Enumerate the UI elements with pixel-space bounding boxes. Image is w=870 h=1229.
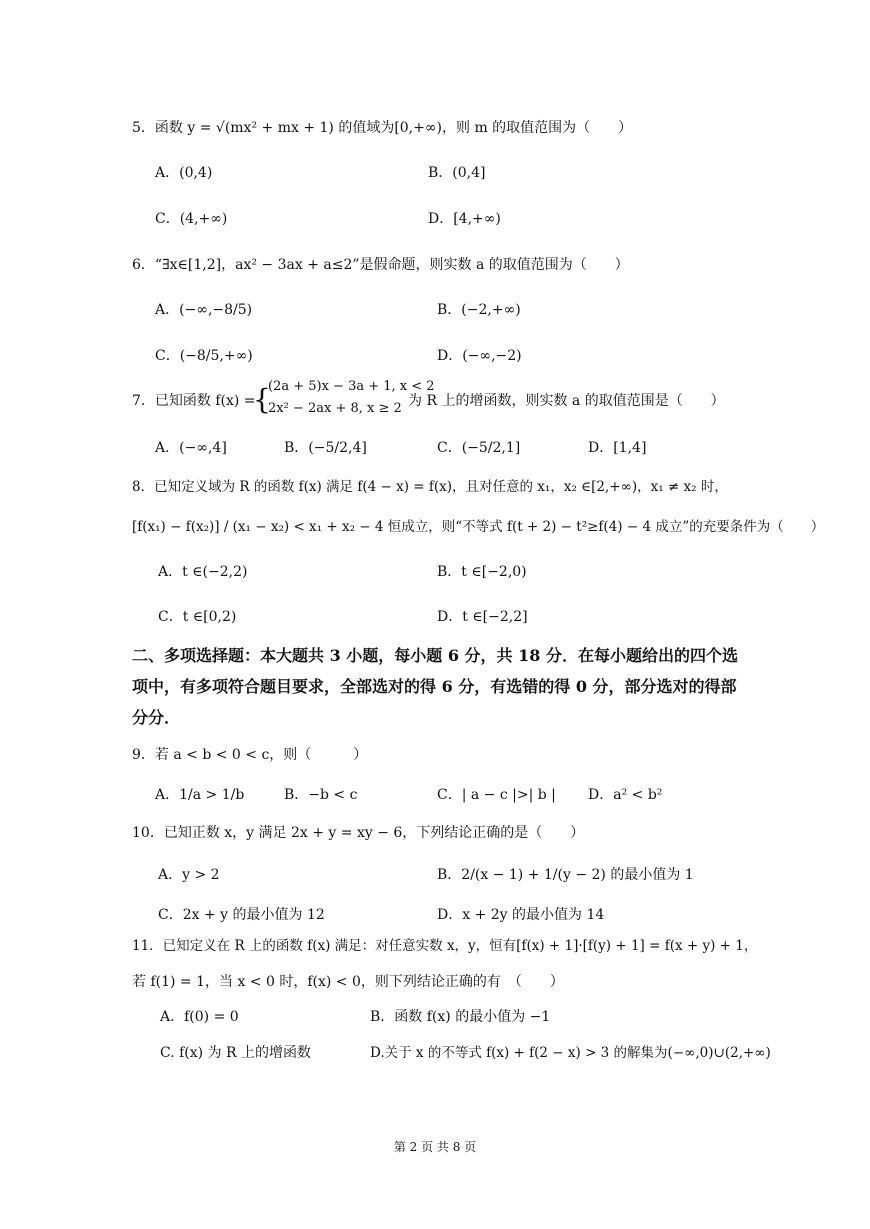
q5-stem: 5．函数 y = √(mx² + mx + 1) 的值域为[0,+∞)，则 m 的取值范围为（ ） — [132, 120, 633, 136]
q7-option-d: D．[1,4] — [588, 440, 647, 456]
q8-stem-line1: 8．已知定义域为 R 的函数 f(x) 满足 f(4 − x) = f(x)，且对任意的 x₁，x₂ ∈[2,+∞)，x₁ ≠ x₂ 时， — [132, 479, 728, 495]
section-2-heading-line3: 分分． — [132, 708, 181, 727]
q11-option-a: A．f(0) = 0 — [160, 1009, 239, 1025]
page-number: 第 2 页 共 8 页 — [393, 1140, 477, 1154]
q8-stem-line2: [f(x₁) − f(x₂)] / (x₁ − x₂) < x₁ + x₂ − 4 恒成立，则“不等式 f(t + 2) − t²≥f(4) − 4 成立”的充要条件为（ ） — [132, 519, 825, 535]
q9-stem: 9．若 a < b < 0 < c，则（ ） — [132, 747, 368, 763]
q7-stem-prefix: 7．已知函数 f(x) = — [132, 393, 256, 409]
section-2-heading-line1: 二、多项选择题：本大题共 3 小题，每小题 6 分，共 18 分．在每小题给出的四个选 — [132, 646, 738, 665]
q11-stem-line2: 若 f(1) = 1，当 x < 0 时，f(x) < 0，则下列结论正确的有 （ ） — [132, 974, 564, 990]
q9-option-c: C．| a − c |>| b | — [437, 787, 556, 803]
q8-option-a: A．t ∈(−2,2) — [158, 564, 248, 580]
q8-option-c: C．t ∈[0,2) — [158, 609, 237, 625]
q7-case-1: (2a + 5)x − 3a + 1, x < 2 — [268, 379, 435, 394]
q9-option-a: A．1/a > 1/b — [155, 787, 245, 803]
q9-option-d: D．a² < b² — [588, 787, 663, 803]
q6-option-c: C．(−8/5,+∞) — [155, 348, 253, 364]
q7-option-b: B．(−5/2,4] — [284, 440, 367, 456]
q5-option-a: A．(0,4) — [155, 165, 213, 181]
q8-option-b: B．t ∈[−2,0) — [437, 564, 527, 580]
q7-stem-suffix: 为 R 上的增函数，则实数 a 的取值范围是（ ） — [408, 393, 725, 409]
q10-option-d: D．x + 2y 的最小值为 14 — [437, 907, 605, 923]
q11-option-c: C. f(x) 为 R 上的增函数 — [160, 1045, 312, 1061]
q6-stem: 6．“∃x∈[1,2]，ax² − 3ax + a≤2”是假命题，则实数 a 的取值范围为（ ） — [132, 257, 629, 273]
q7-brace: { — [253, 383, 271, 416]
q10-option-a: A．y > 2 — [158, 867, 220, 883]
q11-option-b: B．函数 f(x) 的最小值为 −1 — [370, 1009, 551, 1025]
q11-option-d: D.关于 x 的不等式 f(x) + f(2 − x) > 3 的解集为(−∞,0)∪(2,+∞) — [370, 1045, 771, 1061]
q10-stem: 10．已知正数 x，y 满足 2x + y = xy − 6，下列结论正确的是（ ） — [132, 825, 585, 841]
q6-option-b: B．(−2,+∞) — [437, 302, 521, 318]
q6-option-a: A．(−∞,−8/5) — [155, 302, 253, 318]
section-2-heading-line2: 项中，有多项符合题目要求，全部选对的得 6 分，有选错的得 0 分，部分选对的得部 — [132, 677, 737, 696]
q9-option-b: B．−b < c — [284, 787, 358, 803]
q10-option-c: C．2x + y 的最小值为 12 — [158, 907, 325, 923]
q10-option-b: B．2/(x − 1) + 1/(y − 2) 的最小值为 1 — [437, 867, 694, 883]
q7-case-2: 2x² − 2ax + 8, x ≥ 2 — [268, 401, 402, 416]
q7-option-c: C．(−5/2,1] — [437, 440, 521, 456]
q5-option-d: D．[4,+∞) — [428, 211, 501, 227]
q6-option-d: D．(−∞,−2) — [437, 348, 522, 364]
q7-option-a: A．(−∞,4] — [155, 440, 227, 456]
q11-stem-line1: 11．已知定义在 R 上的函数 f(x) 满足：对任意实数 x，y，恒有[f(x) + 1]·[f(y) + 1] = f(x + y) + 1， — [132, 938, 758, 954]
q5-option-c: C．(4,+∞) — [155, 211, 228, 227]
q5-option-b: B．(0,4] — [428, 165, 486, 181]
q8-option-d: D．t ∈[−2,2] — [437, 609, 528, 625]
